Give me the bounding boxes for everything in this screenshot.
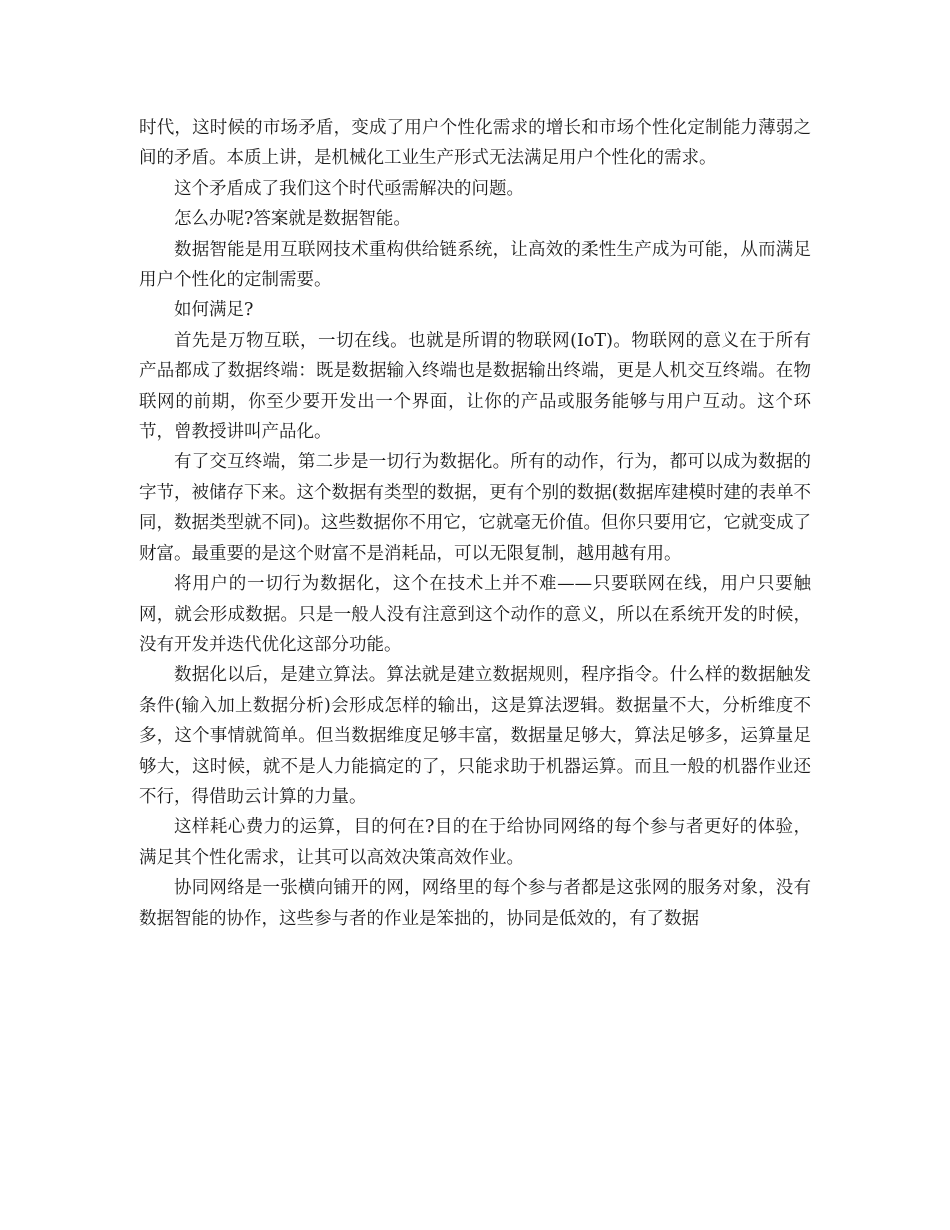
body-text	[139, 113, 811, 934]
paragraph: 怎么办呢?答案就是数据智能。	[174, 209, 411, 230]
paragraph: 这样耗心费力的运算，目的何在?目的在于给协同网络的每个参与者更好的体验，满足其个性化需求，让其可以高效决策高效作业。	[139, 817, 811, 868]
paragraph: 数据化以后，是建立算法。算法就是建立数据规则，程序指令。什么样的数据触发条件(输入加上数据分析)会形成怎样的输出，这是算法逻辑。数据量不大，分析维度不多，这个事情就简单。但当数据维度足够丰富，数据量足够大，算法足够多，运算量足够大，这时候，就不是人力能搞定的了，只能求助于机器运算。而且一般的机器作业还不行，得借助云计算的力量。	[139, 665, 811, 807]
paragraph: 数据智能是用互联网技术重构供给链系统，让高效的柔性生产成为可能，从而满足用户个性化的定制需要。	[139, 239, 811, 291]
paragraph: 这个矛盾成了我们这个时代亟需解决的问题。	[174, 178, 524, 199]
paragraph: 协同网络是一张横向铺开的网，网络里的每个参与者都是这张网的服务对象，没有数据智能的协作，这些参与者的作业是笨拙的，协同是低效的，有了数据	[139, 878, 811, 929]
paragraph: 将用户的一切行为数据化，这个在技术上并不难——只要联网在线，用户只要触网，就会形成数据。只是一般人没有注意到这个动作的意义，所以在系统开发的时候，没有开发并迭代优化这部分功能。	[139, 574, 811, 655]
paragraph: 有了交互终端，第二步是一切行为数据化。所有的动作，行为，都可以成为数据的字节，被储存下来。这个数据有类型的数据，更有个别的数据(数据库建模时建的表单不同，数据类型就不同)。这些数据你不用它，它就毫无价值。但你只要用它，它就变成了财富。最重要的是这个财富不是消耗品，可以无限复制，越用越有用。	[139, 452, 811, 564]
paragraph-continued: 时代，这时候的市场矛盾，变成了用户个性化需求的增长和市场个性化定制能力薄弱之间的矛盾。本质上讲，是机械化工业生产形式无法满足用户个性化的需求。	[139, 118, 811, 169]
paragraph: 如何满足?	[174, 300, 254, 321]
paragraph: 首先是万物互联，一切在线。也就是所谓的物联网(IoT)。物联网的意义在于所有产品都成了数据终端：既是数据输入终端也是数据输出终端，更是人机交互终端。在物联网的前期，你至少要开发出一个界面，让你的产品或服务能够与用户互动。这个环节，曾教授讲叫产品化。	[139, 330, 811, 443]
